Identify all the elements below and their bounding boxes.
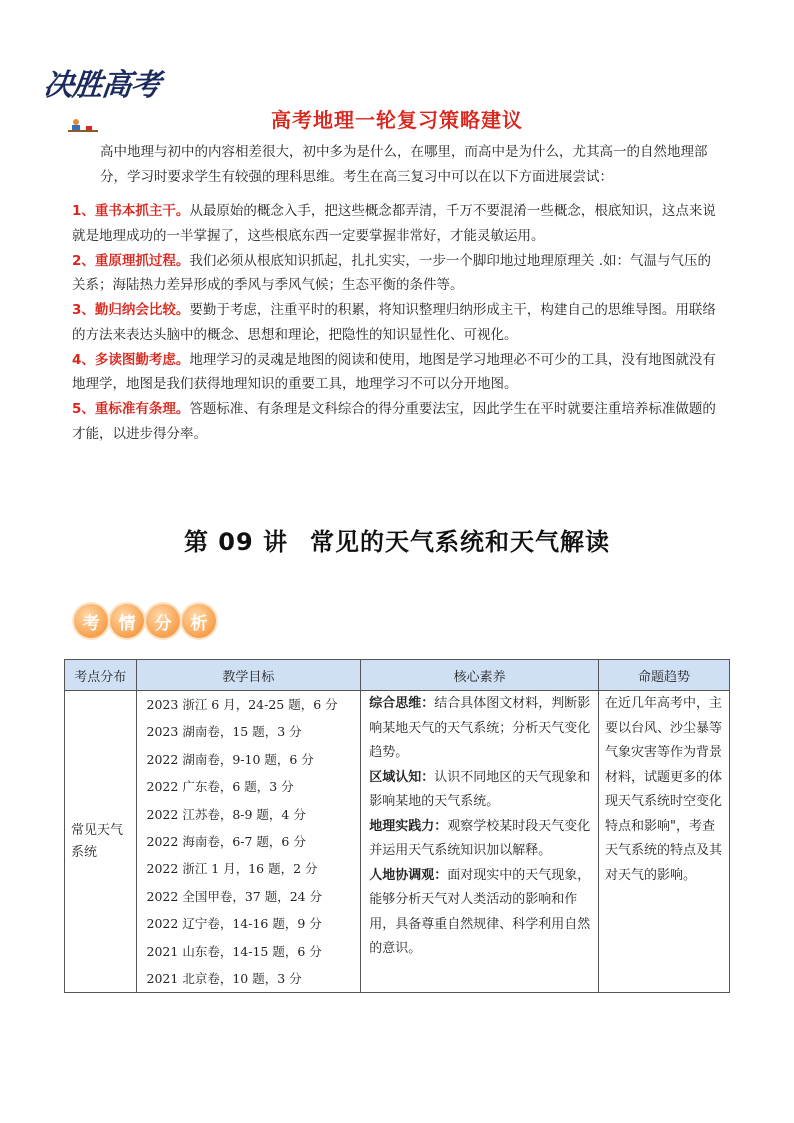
column-header: 核心素养 xyxy=(361,660,599,691)
goal-item: 2022 湖南卷，9-10 题，6 分 xyxy=(146,751,314,767)
literacy-item xyxy=(369,864,596,962)
lecture-title: 常见的天气系统和天气解读 xyxy=(310,528,611,556)
lecture-number: 第 09 讲 xyxy=(183,528,289,556)
tips-list xyxy=(72,199,724,447)
table-header-row xyxy=(65,660,730,691)
topic-cell: 常见天气系统 xyxy=(65,691,137,993)
tip-text: 答题标准、有条理是文科综合的得分重要法宝，因此学生在平时就要注重培养标准做题的才能，以进步得分率。 xyxy=(72,401,716,442)
trend-text: 在近几年高考中，主要以台风、沙尘暴等气象灾害等作为背景材料，试题更多的体现天气系统时空变化特点和影响"，考查天气系统的特点及其对天气的影响。 xyxy=(605,696,723,883)
intro-paragraph xyxy=(72,140,724,189)
logo-text: 决胜高考 xyxy=(41,68,162,103)
literacy-label: 综合思维： xyxy=(369,696,435,711)
goal-item: 2023 湖南卷，15 题，3 分 xyxy=(146,724,302,740)
goal-item: 2022 全国甲卷，37 题，24 分 xyxy=(146,888,323,904)
tip-keyword: 重原理抓过程。 xyxy=(94,252,190,269)
tip-number: 4、 xyxy=(72,351,95,368)
section-badge xyxy=(74,604,218,638)
tip-text: 地理学习的灵魂是地图的阅读和使用，地图是学习地理必不可少的工具，没有地图就没有地理学，地图是我们获得地理知识的重要工具，地理学习不可以分开地图。 xyxy=(72,351,716,392)
goals-cell xyxy=(136,691,361,993)
column-header: 命题趋势 xyxy=(599,660,730,691)
table-row xyxy=(65,691,730,993)
goal-item: 2021 山东卷，14-15 题，6 分 xyxy=(146,943,322,959)
literacy-text: 观察学校某时段天气变化并运用天气系统知识加以解释。 xyxy=(369,818,591,858)
tip-keyword: 重标准有条理。 xyxy=(94,401,190,417)
badge-char: 考 xyxy=(74,604,108,638)
goal-item: 2022 广东卷，6 题，3 分 xyxy=(146,779,294,795)
tip-keyword: 重书本抓主干。 xyxy=(94,203,190,219)
tip-text: 我们必须从根底知识抓起，扎扎实实，一步一个脚印地过地理原理关 .如：气温与气压的关系；海陆热力差异形成的季风与季风气候；生态平衡的条件等。 xyxy=(72,252,711,293)
literacy-item xyxy=(369,815,596,864)
badge-char: 情 xyxy=(110,604,144,638)
goal-item: 2022 江苏卷，8-9 题，4 分 xyxy=(146,806,306,822)
tip-item xyxy=(72,348,724,397)
tip-keyword: 多读图勤考虑。 xyxy=(94,351,190,368)
tip-keyword: 勤归纳会比较。 xyxy=(94,302,190,318)
goal-item: 2023 浙江 6 月，24-25 题，6 分 xyxy=(146,697,338,712)
tip-item xyxy=(72,298,724,347)
goal-item: 2022 海南卷，6-7 题，6 分 xyxy=(146,833,306,849)
lecture-heading xyxy=(0,522,794,557)
tip-number: 5、 xyxy=(72,401,95,417)
tip-number: 1、 xyxy=(72,203,95,219)
goal-item: 2022 辽宁卷，14-16 题，9 分 xyxy=(146,916,322,932)
literacy-label: 人地协调观： xyxy=(369,867,448,883)
goal-item: 2021 北京卷，10 题，3 分 xyxy=(146,970,302,986)
intro-text: 高中地理与初中的内容相差很大，初中多为是什么，在哪里，而高中是为什么，尤其高一的自然地理部分，学习时要求学生有较强的理科思维。考生在高三复习中可以在以下方面进展尝试： xyxy=(100,144,708,185)
tip-text: 要勤于考虑，注重平时的积累，将知识整理归纳形成主干，构建自己的思维导图。用联络的方法来表达头脑中的概念、思想和理论，把隐性的知识显性化、可视化。 xyxy=(72,302,716,343)
literacy-label: 地理实践力： xyxy=(369,818,448,834)
literacy-cell xyxy=(361,691,599,993)
tip-item xyxy=(72,249,724,298)
column-header: 考点分布 xyxy=(65,660,137,691)
literacy-label: 区域认知： xyxy=(369,769,435,785)
literacy-item xyxy=(369,692,596,766)
analysis-table xyxy=(64,659,730,993)
badge-char: 析 xyxy=(182,604,216,638)
trend-cell xyxy=(599,691,730,993)
column-header: 教学目标 xyxy=(136,660,361,691)
tip-item xyxy=(72,199,724,248)
literacy-item xyxy=(369,766,596,815)
tip-item xyxy=(72,397,724,446)
literacy-text: 认识不同地区的天气现象和影响某地的天气系统。 xyxy=(369,769,591,809)
tip-number: 2、 xyxy=(72,252,95,269)
badge-char: 分 xyxy=(146,604,180,638)
page-title: 高考地理一轮复习策略建议 xyxy=(271,108,523,132)
tip-number: 3、 xyxy=(72,302,95,318)
literacy-text: 面对现实中的天气现象，能够分析天气对人类活动的影响和作用，具备尊重自然规律、科学利用自然的意识。 xyxy=(369,867,591,956)
tip-text: 从最原始的概念入手，把这些概念都弄清，千万不要混淆一些概念，根底知识，这点来说就是地理成功的一半掌握了，这些根底东西一定要掌握非常好，才能灵敏运用。 xyxy=(72,203,716,244)
literacy-text: 结合具体图文材料，判断影响某地天气的天气系统；分析天气变化趋势。 xyxy=(369,696,591,760)
goal-item: 2022 浙江 1 月，16 题，2 分 xyxy=(146,861,318,877)
